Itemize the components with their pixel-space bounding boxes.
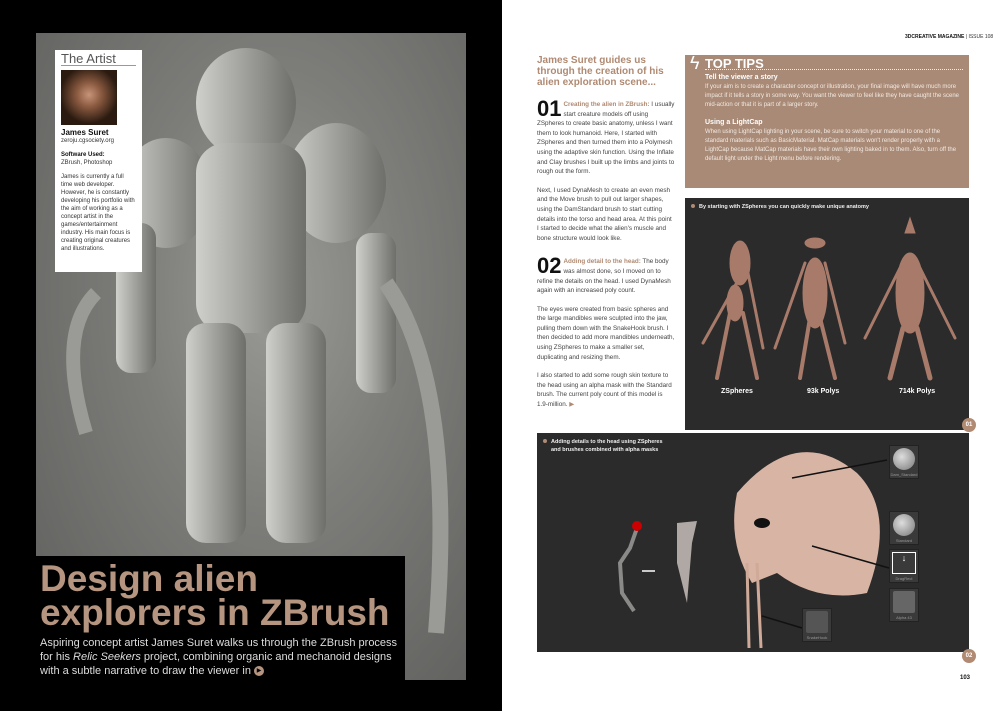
- artist-photo: [61, 70, 117, 125]
- artist-box: [55, 50, 142, 272]
- title-box: [36, 556, 405, 680]
- caption-line: Adding details to the head using ZSpheres: [551, 439, 663, 445]
- lead-heading: James Suret guides us through the creation of his alien exploration scene...: [537, 55, 664, 88]
- article-column: [537, 55, 675, 419]
- brush-thumbnail: [889, 549, 919, 583]
- tip-body: If your aim is to create a character concept or illustration, your final image will have much more impact if it tells a story in some way. You want the viewer to feel like they have caught the scene mid-action or that it is part of a larger story.: [705, 84, 960, 108]
- magazine-name: 3DCREATIVE MAGAZINE: [905, 34, 965, 40]
- brush-label: Alpha 43: [896, 615, 912, 620]
- figure-label: 93k Polys: [807, 388, 840, 395]
- figure-label: 714k Polys: [899, 388, 936, 395]
- brush-label: Dam_Standard: [890, 472, 918, 477]
- figure-label: ZSpheres: [721, 388, 753, 395]
- figure-badge: 01: [962, 418, 976, 432]
- intro-part: project, combining organic and mechanoid designs with a subtle narrative to draw the viewer in: [40, 651, 392, 677]
- title-line-2: explorers in ZBrush: [40, 592, 390, 633]
- software-list: ZBrush, Photoshop: [61, 160, 113, 166]
- figure-head-details: [537, 433, 969, 652]
- intro-text: [40, 636, 401, 678]
- step-text: Next, I used DynaMesh to create an even mesh and the Move brush to pull out larger shapes, using the DamStandard brush to start cutting details into the torso and head area. At this point I started to decide what the alien's muscle and bone structure would look like.: [537, 186, 672, 242]
- tips-heading: TOP TIPS: [705, 59, 963, 70]
- intro-part: Aspiring concept artist James Suret walks us through the ZBrush process for his: [40, 637, 398, 663]
- tip-title: Tell the viewer a story: [705, 74, 778, 81]
- issue-number: ISSUE 108: [968, 34, 994, 40]
- left-page: [0, 0, 502, 711]
- lightning-icon: ϟ: [690, 53, 700, 73]
- step-number: 01: [537, 96, 562, 121]
- brush-label: Standard: [895, 538, 913, 543]
- step-number: 02: [537, 253, 562, 279]
- figure-caption: By starting with ZSpheres you can quickly make unique anatomy: [691, 203, 869, 211]
- brush-thumbnail: [802, 608, 832, 642]
- step-text: The eyes were created from basic spheres and the large mandibles were sculpted into the jaw, pulling them down with the SnakeHook brush. I then decided to add more mandibles underneath, using ZSpheres to make a smaller set, duplicating and resizing them.: [537, 305, 675, 361]
- play-arrow-icon: ▶: [254, 666, 264, 676]
- software-label: Software Used:: [61, 152, 105, 158]
- tip-title: Using a LightCap: [705, 119, 763, 126]
- step-subhead: Creating the alien in ZBrush:: [563, 101, 650, 108]
- brush-label: SnakeHook: [806, 635, 828, 640]
- step-text: The body was almost done, so I moved on to refine the details on the head. I used DynaMesh again with an increased poly count.: [537, 258, 671, 295]
- article-title: [40, 558, 401, 633]
- artist-bio: James is currently a full time web developer. However, he is constantly developing his portfolio with the aim of working as a concept artist in the games/entertainment industry. His main focus is creating original creatures and illustrations.: [61, 174, 135, 252]
- page-number: 103: [960, 675, 971, 681]
- drag-arrow-icon: ↓: [892, 552, 916, 574]
- brush-thumbnail: [889, 445, 919, 479]
- end-arrow-icon: ▶: [569, 401, 575, 409]
- caption-line: and brushes combined with alpha masks: [551, 447, 659, 453]
- brush-thumbnail: [889, 588, 919, 622]
- step-text: I also started to add some rough skin texture to the head using an alpha mask with the Standard brush. The current poly count of this model is 1.9-million.: [537, 372, 672, 409]
- step-01: [537, 96, 675, 177]
- top-tips-box: [685, 55, 969, 188]
- brush-thumbnail: [889, 511, 919, 545]
- magazine-header: 3DCREATIVE MAGAZINE | ISSUE 108: [905, 34, 994, 40]
- tip-body: When using LightCap lighting in your scene, be sure to switch your material to one of the standard materials such as BasicMaterial. MatCap materials won't render properly with a LightCap because MatCap materials have their own lighting baked in to them. Also, turn off the default light under the Light menu before rendering.: [705, 129, 957, 162]
- brush-label: DragRect: [895, 576, 913, 581]
- step-text: I usually start creature models off using ZSpheres to create basic anatomy, unless I want them to look humanoid. Here, I started with ZSpheres and then turned them into a Polymesh using the adaptive skin function. Using the Inflate and Clay brushes I built up the limbs and joints to rough out the form.: [537, 101, 675, 176]
- figure-badge: 02: [962, 649, 976, 663]
- figure-anatomy: [685, 198, 969, 430]
- title-line-1: Design alien: [40, 558, 258, 599]
- alien-models: [685, 198, 969, 430]
- step-text-final: [537, 371, 675, 409]
- step-subhead: Adding detail to the head:: [563, 258, 641, 266]
- artist-url[interactable]: zeroju.cgsociety.org: [61, 138, 114, 144]
- step-02: [537, 253, 675, 295]
- artist-heading: The Artist: [61, 55, 136, 66]
- project-name: Relic Seekers: [73, 651, 141, 663]
- artist-name: James Suret: [61, 128, 109, 137]
